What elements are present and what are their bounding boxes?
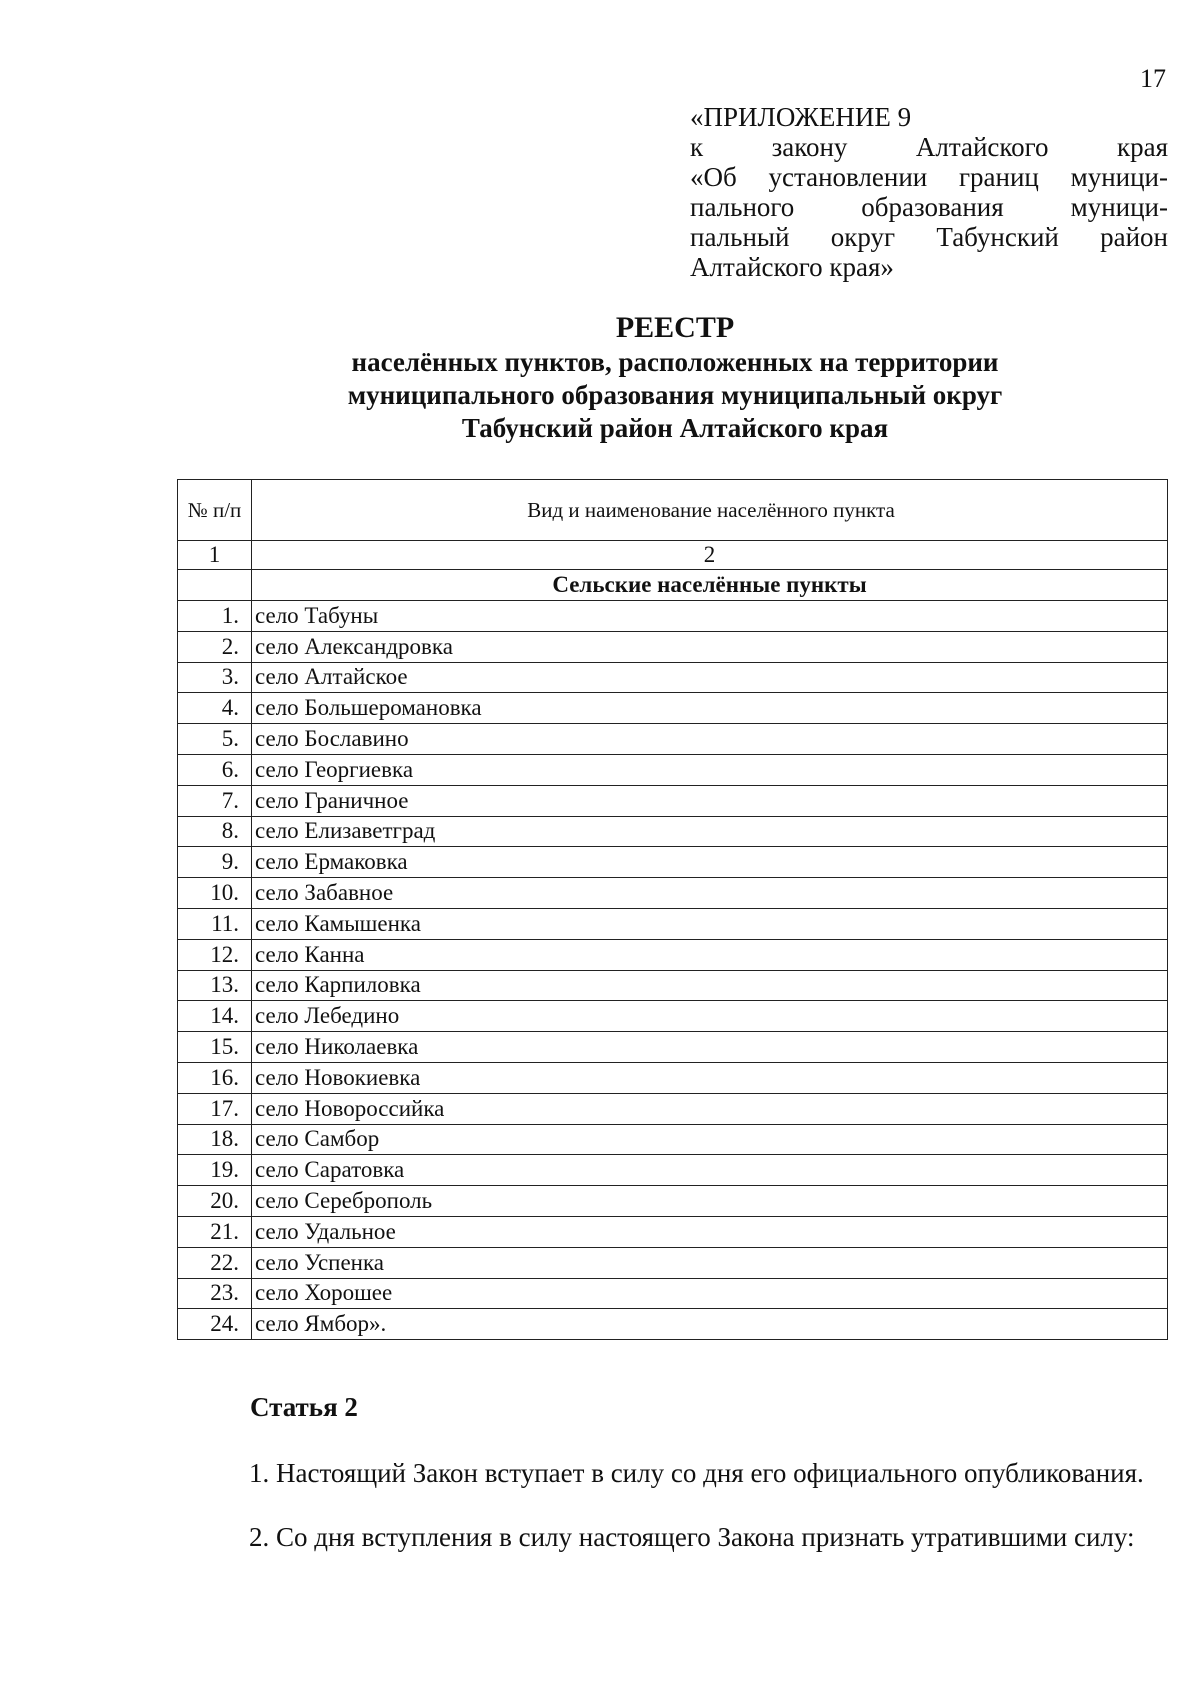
table-row [178,847,1168,878]
row-number: 4. [178,693,252,724]
table-row [178,1309,1168,1340]
row-number: 1. [178,601,252,632]
page-number: 17 [1140,64,1166,93]
row-number: 23. [178,1278,252,1309]
section-empty-cell [178,570,252,601]
settlement-name: село Ямбор». [252,1309,1168,1340]
settlement-name: село Алтайское [252,662,1168,693]
title-line: населённых пунктов, расположенных на территории [351,347,999,377]
paragraph: 1. Настоящий Закон вступает в силу со дня его официального опубликования. [249,1458,1144,1488]
table-row [178,724,1168,755]
table-row [178,1032,1168,1063]
table-row [178,970,1168,1001]
settlement-name: село Самбор [252,1124,1168,1155]
table-row [178,1062,1168,1093]
settlement-name: село Елизаветград [252,816,1168,847]
row-number: 20. [178,1186,252,1217]
appendix-line: Алтайского края» [690,252,894,282]
settlement-name: село Новокиевка [252,1062,1168,1093]
table-row [178,631,1168,662]
table-row [178,662,1168,693]
row-number: 19. [178,1155,252,1186]
row-number: 14. [178,1001,252,1032]
settlement-name: село Ермаковка [252,847,1168,878]
section-row [178,570,1168,601]
row-number: 11. [178,908,252,939]
settlement-name: село Удальное [252,1216,1168,1247]
appendix-line: к закону Алтайского края [690,132,1168,162]
appendix-title: «ПРИЛОЖЕНИЕ 9 [690,102,912,132]
row-number: 9. [178,847,252,878]
table-row [178,1278,1168,1309]
table-row [178,816,1168,847]
settlement-name: село Хорошее [252,1278,1168,1309]
row-number: 7. [178,785,252,816]
row-number: 17. [178,1093,252,1124]
paragraph: 2. Со дня вступления в силу настоящего Закона признать утратившими силу: [249,1522,1135,1552]
settlement-name: село Новороссийка [252,1093,1168,1124]
table-row [178,1001,1168,1032]
row-number: 16. [178,1062,252,1093]
appendix-reference [690,102,1168,282]
title-line: муниципального образования муниципальный округ [347,380,1003,410]
row-number: 6. [178,754,252,785]
table-row [178,693,1168,724]
settlement-name: село Граничное [252,785,1168,816]
table-row [178,1247,1168,1278]
table-header-row [178,480,1168,541]
settlement-name: село Карпиловка [252,970,1168,1001]
row-number: 10. [178,878,252,909]
settlement-name: село Георгиевка [252,754,1168,785]
column-index-row [178,541,1168,570]
settlement-name: село Сереброполь [252,1186,1168,1217]
row-number: 12. [178,939,252,970]
settlement-name: село Саратовка [252,1155,1168,1186]
row-number: 24. [178,1309,252,1340]
table-row [178,1093,1168,1124]
settlement-name: село Большеромановка [252,693,1168,724]
settlement-name: село Александровка [252,631,1168,662]
row-number: 18. [178,1124,252,1155]
row-number: 2. [178,631,252,662]
title-main: РЕЕСТР [615,311,735,344]
row-number: 21. [178,1216,252,1247]
section-label: Сельские населённые пункты [252,570,1168,601]
document-title [250,310,1100,445]
table-row [178,1216,1168,1247]
table-row [178,908,1168,939]
row-number: 5. [178,724,252,755]
settlements-table [177,479,1168,1340]
settlement-name: село Камышенка [252,908,1168,939]
column-index: 2 [252,541,1168,570]
row-number: 8. [178,816,252,847]
table-row [178,1155,1168,1186]
title-line: Табунский район Алтайского края [461,413,889,443]
table-row [178,601,1168,632]
row-number: 3. [178,662,252,693]
settlement-name: село Бославино [252,724,1168,755]
table-row [178,754,1168,785]
row-number: 13. [178,970,252,1001]
row-number: 22. [178,1247,252,1278]
table-row [178,878,1168,909]
row-number: 15. [178,1032,252,1063]
settlement-name: село Забавное [252,878,1168,909]
table-row [178,939,1168,970]
appendix-line: пальный округ Табунский район [690,222,1168,252]
appendix-line: «Об установлении границ муници- [690,162,1168,192]
table-row [178,1186,1168,1217]
settlement-name: село Успенка [252,1247,1168,1278]
header-number: № п/п [178,480,252,541]
header-name: Вид и наименование населённого пункта [252,480,1168,541]
settlement-name: село Канна [252,939,1168,970]
article-heading: Статья 2 [250,1392,358,1422]
settlement-name: село Табуны [252,601,1168,632]
appendix-line: пального образования муници- [690,192,1168,222]
settlement-name: село Лебедино [252,1001,1168,1032]
settlement-name: село Николаевка [252,1032,1168,1063]
table-row [178,1124,1168,1155]
column-index: 1 [178,541,252,570]
table-row [178,785,1168,816]
